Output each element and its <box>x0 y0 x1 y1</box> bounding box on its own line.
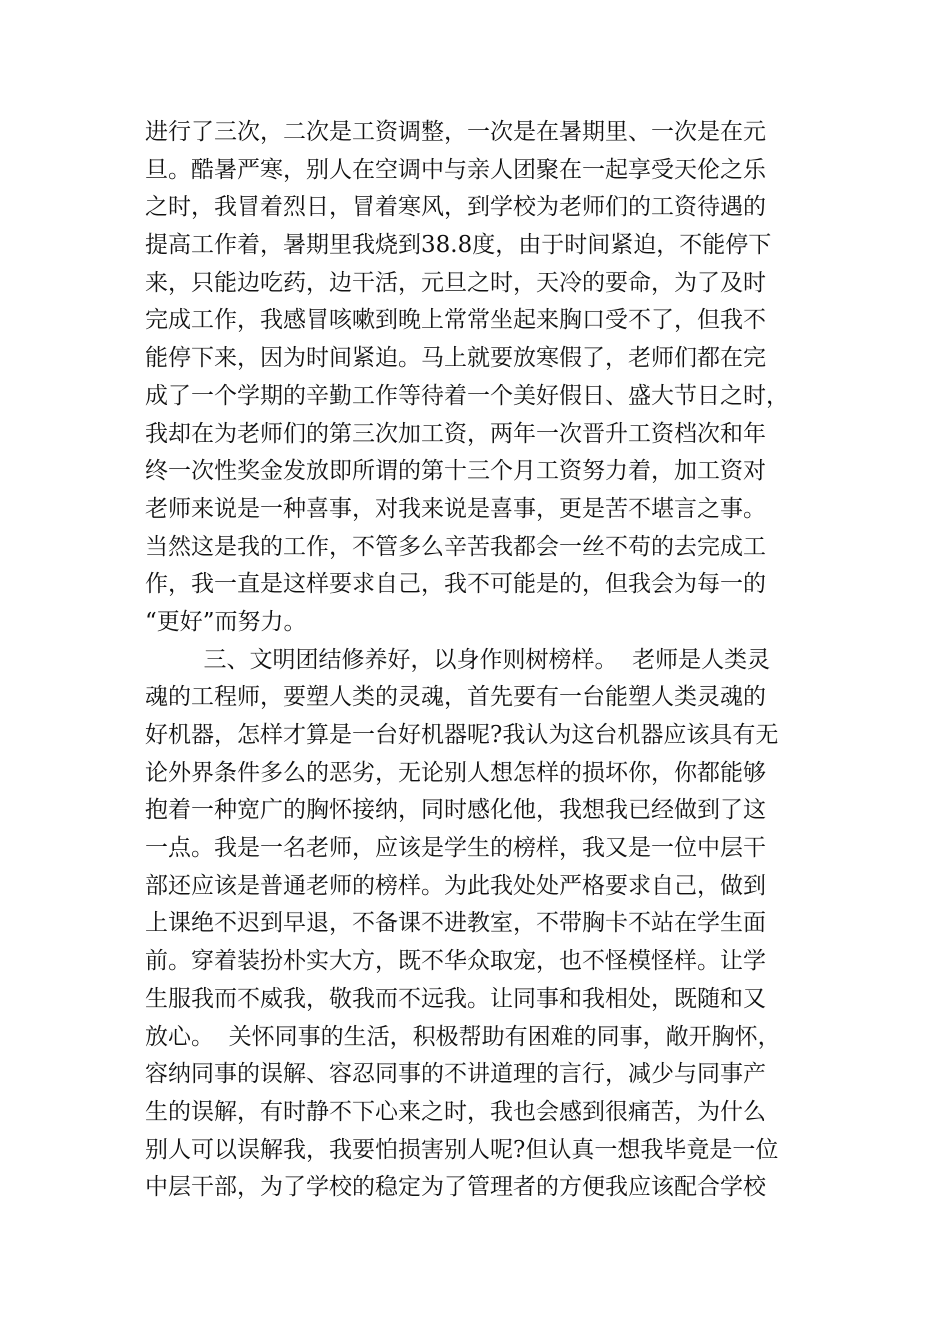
text-line: 之时，我冒着烈日，冒着寒风，到学校为老师们的工资待遇的 <box>145 194 766 221</box>
body-text <box>145 114 815 1207</box>
text-line: 能停下来，因为时间紧迫。马上就要放寒假了，老师们都在完 <box>145 345 766 372</box>
text-line: 来，只能边吃药，边干活，元旦之时，天冷的要命，为了及时 <box>145 269 766 296</box>
text-line: “更好”而努力。 <box>145 608 307 635</box>
text-line: 进行了三次，二次是工资调整，一次是在暑期里、一次是在元 <box>145 119 766 145</box>
text-line: 容纳同事的误解、容忍同事的不讲道理的言行，减少与同事产 <box>145 1061 766 1088</box>
text-line: 作，我一直是这样要求自己，我不可能是的，但我会为每一的 <box>145 571 766 598</box>
text-line: 老师来说是一种喜事，对我来说是喜事，更是苦不堪言之事。 <box>145 495 766 522</box>
text-line: 放心。 关怀同事的生活，积极帮助有困难的同事，敞开胸怀， <box>145 1023 781 1050</box>
text-line: 终一次性奖金发放即所谓的第十三个月工资努力着，加工资对 <box>145 458 766 485</box>
text-line: 部还应该是普通老师的榜样。为此我处处严格要求自己，做到 <box>145 872 766 899</box>
text-line: 当然这是我的工作，不管多么辛苦我都会一丝不苟的去完成工 <box>145 533 766 560</box>
text-line: 抱着一种宽广的胸怀接纳，同时感化他，我想我已经做到了这 <box>145 797 766 824</box>
text-line: 前。穿着装扮朴实大方，既不华众取宠，也不怪模怪样。让学 <box>145 948 766 975</box>
text-line: 一点。我是一名老师，应该是学生的榜样，我又是一位中层干 <box>145 835 766 862</box>
text-line: 论外界条件多么的恶劣，无论别人想怎样的损坏你，你都能够 <box>145 759 766 786</box>
text-line: 生服我而不威我，敬我而不远我。让同事和我相处，既随和又 <box>145 985 766 1012</box>
text-line: 我却在为老师们的第三次加工资，两年一次晋升工资档次和年 <box>145 420 766 447</box>
text-line: 提高工作着，暑期里我烧到38.8度，由于时间紧迫，不能停下 <box>145 232 772 259</box>
text-line: 上课绝不迟到早退，不备课不进教室，不带胸卡不站在学生面 <box>145 910 766 937</box>
text-line: 魂的工程师，要塑人类的灵魂，首先要有一台能塑人类灵魂的 <box>145 684 766 711</box>
text-line: 成了一个学期的辛勤工作等待着一个美好假日、盛大节日之时， <box>145 382 789 409</box>
text-line: 中层干部，为了学校的稳定为了管理者的方便我应该配合学校 <box>145 1174 766 1201</box>
text-line: 旦。酷暑严寒，别人在空调中与亲人团聚在一起享受天伦之乐 <box>145 156 766 183</box>
text-line: 完成工作，我感冒咳嗽到晚上常常坐起来胸口受不了，但我不 <box>145 307 766 334</box>
section-heading-line: 三、文明团结修养好，以身作则树榜样。 老师是人类灵 <box>145 646 771 673</box>
text-line: 好机器，怎样才算是一台好机器呢?我认为这台机器应该具有无 <box>145 722 779 748</box>
text-line: 别人可以误解我，我要怕损害别人呢?但认真一想我毕竟是一位 <box>145 1136 779 1163</box>
text-line: 生的误解，有时静不下心来之时，我也会感到很痛苦，为什么 <box>145 1098 766 1125</box>
